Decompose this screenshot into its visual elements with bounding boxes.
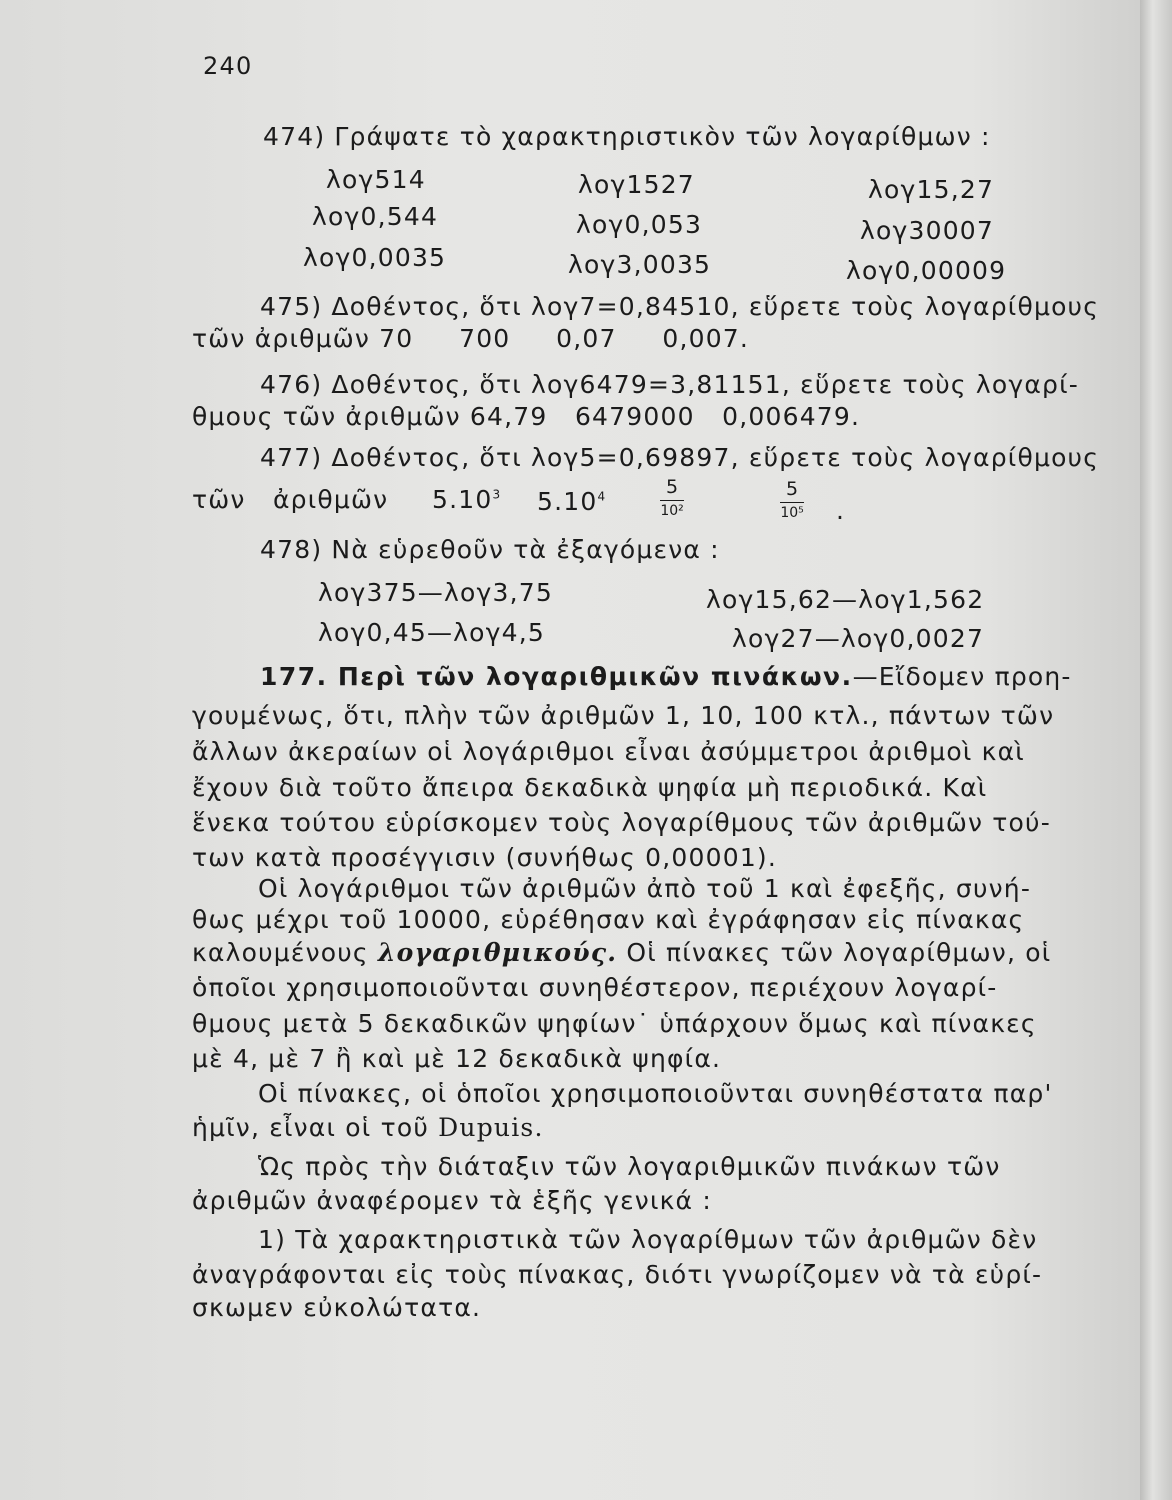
power-term: 5.10$^3$ (432, 485, 502, 514)
log-item: λογ0,00009 (846, 256, 1007, 285)
body-line: σκωμεν εὐκολώτατα. (192, 1293, 482, 1322)
fraction-denominator: 10⁵ (780, 505, 804, 521)
body-line: ὁποῖοι χρησιμοποιοῦνται συνηθέστερον, περιέχουν λογαρί- (192, 973, 998, 1002)
expression-item: λογ0,45—λογ4,5 (318, 618, 545, 647)
fraction-numerator: 5 (780, 478, 804, 503)
page-edge (1140, 0, 1172, 1500)
expression-item: λογ15,62—λογ1,562 (706, 585, 985, 614)
body-line: Οἱ λογάριθμοι τῶν ἀριθμῶν ἀπὸ τοῦ 1 καὶ ἐφεξῆς, συνή- (258, 874, 1032, 903)
exercise-477-end: . (836, 496, 846, 525)
emphasized-term: λογαριθμικούς. (377, 938, 618, 967)
body-line: ἀριθμῶν ἀναφέρομεν τὰ ἑξῆς γενικά : (192, 1186, 712, 1215)
body-line: ἡμῖν, εἶναι οἱ τοῦ Dupuis. (192, 1113, 544, 1142)
expression-item: λογ375—λογ3,75 (318, 578, 553, 607)
exercise-475-line2: τῶν ἀριθμῶν 70 700 0,07 0,007. (192, 324, 750, 353)
body-line: θως μέχρι τοῦ 10000, εὑρέθησαν καὶ ἐγράφησαν εἰς πίνακας (192, 905, 1025, 934)
section-177-first-line: 177. Περὶ τῶν λογαριθμικῶν πινάκων.—Εἴδομεν προη- (260, 662, 1072, 691)
power-term: 5.10$^4$ (537, 487, 607, 516)
body-line: ἄλλων ἀκεραίων οἱ λογάριθμοι εἶναι ἀσύμμετροι ἀριθμοὶ καὶ (192, 737, 1025, 766)
body-line: Οἱ πίνακες, οἱ ὁποῖοι χρησιμοποιοῦνται συνηθέστατα παρ' (258, 1079, 1053, 1108)
exercise-478-heading: 478) Νὰ εὑρεθοῦν τὰ ἐξαγόμενα : (260, 535, 720, 564)
log-item: λογ3,0035 (568, 250, 712, 279)
body-line: των κατὰ προσέγγισιν (συνήθως 0,00001). (192, 843, 778, 872)
log-item: λογ0,544 (312, 202, 439, 231)
body-line: 1) Τὰ χαρακτηριστικὰ τῶν λογαρίθμων τῶν ἀριθμῶν δὲν (258, 1225, 1038, 1254)
body-line: καλουμένους λογαριθμικούς. Οἱ πίνακες τῶν λογαρίθμων, οἱ (192, 938, 1052, 967)
exercise-477-line1: 477) Δοθέντος, ὅτι λογ5=0,69897, εὕρετε τοὺς λογαρίθμους (260, 443, 1100, 472)
log-item: λογ15,27 (868, 175, 995, 204)
body-line: μὲ 4, μὲ 7 ἢ καὶ μὲ 12 δεκαδικὰ ψηφία. (192, 1044, 722, 1073)
log-item: λογ0,0035 (303, 243, 447, 272)
exercise-474-heading: 474) Γράψατε τὸ χαρακτηριστικὸν τῶν λογαρίθμων : (263, 122, 991, 151)
expression-item: λογ27—λογ0,0027 (732, 624, 985, 653)
body-line: γουμένως, ὅτι, πλὴν τῶν ἀριθμῶν 1, 10, 100 κτλ., πάντων τῶν (192, 701, 1055, 730)
body-line: ἔχουν διὰ τοῦτο ἄπειρα δεκαδικὰ ψηφία μὴ περιοδικά. Καὶ (192, 773, 988, 802)
exercise-477-prefix: τῶν ἀριθμῶν (192, 485, 389, 514)
fraction-denominator: 10² (660, 503, 684, 519)
log-item: λογ30007 (860, 216, 995, 245)
log-item: λογ514 (326, 165, 426, 194)
section-title: 177. Περὶ τῶν λογαριθμικῶν πινάκων. (260, 662, 853, 691)
exercise-475-line1: 475) Δοθέντος, ὅτι λογ7=0,84510, εὕρετε τοὺς λογαρίθμους (260, 292, 1100, 321)
body-line: ἕνεκα τούτου εὑρίσκομεν τοὺς λογαρίθμους τῶν ἀριθμῶν τού- (192, 808, 1051, 837)
fraction-numerator: 5 (660, 476, 684, 501)
exercise-476-line1: 476) Δοθέντος, ὅτι λογ6479=3,81151, εὕρετε τοὺς λογαρί- (260, 370, 1080, 399)
exercise-476-line2: θμους τῶν ἀριθμῶν 64,79 6479000 0,006479. (192, 402, 861, 431)
author-name: Dupuis. (438, 1113, 544, 1142)
log-item: λογ0,053 (576, 210, 703, 239)
body-line: ἀναγράφονται εἰς τοὺς πίνακας, διότι γνωρίζομεν νὰ τὰ εὑρί- (192, 1260, 1043, 1289)
fraction (780, 478, 804, 521)
page-number: 240 (203, 52, 253, 80)
log-item: λογ1527 (578, 170, 695, 199)
fraction (660, 476, 684, 519)
body-line: Ὡς πρὸς τὴν διάταξιν τῶν λογαριθμικῶν πινάκων τῶν (258, 1152, 1001, 1181)
body-line: θμους μετὰ 5 δεκαδικῶν ψηφίων˙ ὑπάρχουν ὅμως καὶ πίνακες (192, 1009, 1037, 1038)
